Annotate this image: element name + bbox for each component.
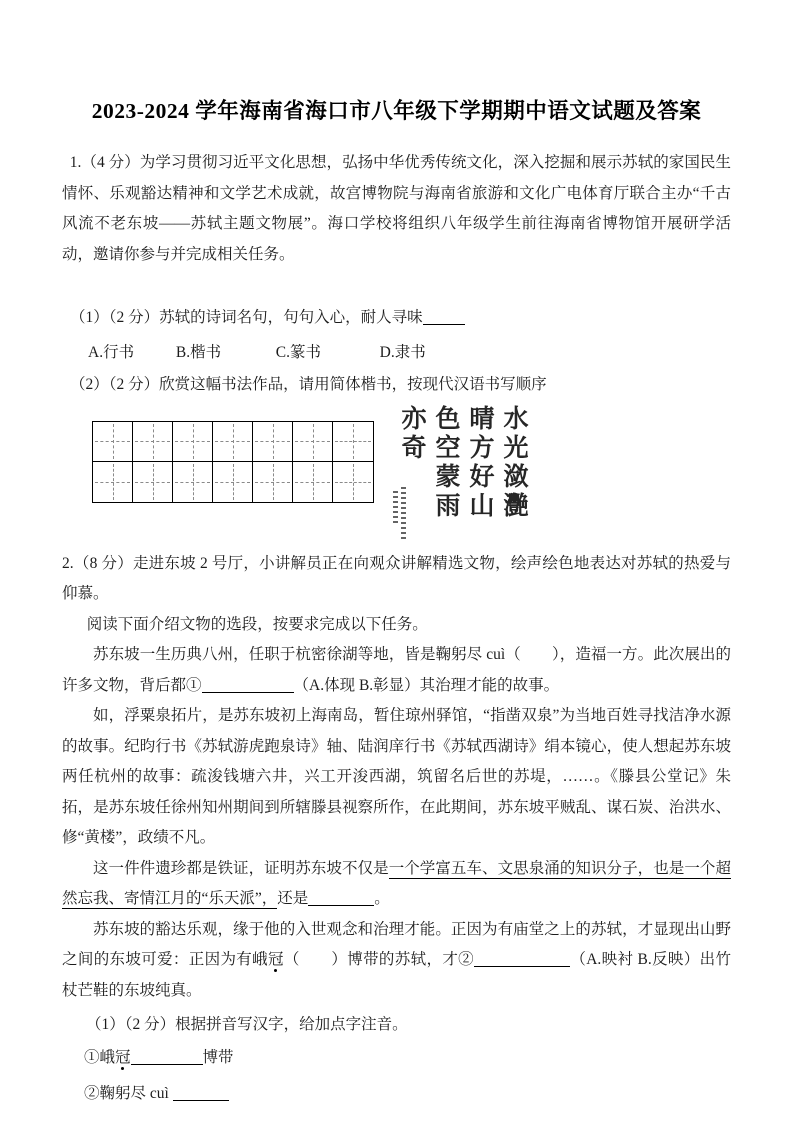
question-1-sub1-line (62, 303, 731, 334)
grid-cell (173, 462, 213, 502)
option-d: D.隶书 (379, 343, 426, 361)
calligraphy-artwork (390, 404, 530, 543)
fill-blank-1 (202, 677, 294, 693)
dotted-character: 冠 (115, 1048, 131, 1066)
writing-grid (92, 421, 374, 503)
underlined-claim: 一个学富五车、文思泉涌的知识分子，也是一个超然忘我、寄情江月的“乐天派”， (62, 859, 731, 907)
passage-paragraph-1 (62, 640, 731, 701)
grid-cell (133, 462, 173, 502)
passage-4-mid: （ ）博带的苏轼，才② (283, 951, 475, 968)
grid-cell (293, 462, 333, 502)
grid-cell (293, 422, 333, 462)
pinyin-blank-2 (173, 1085, 229, 1101)
passage-1-options: （A.体现 B.彰显）其治理才能的故事。 (293, 676, 560, 694)
calligraphy-text: 水光潋灧晴方好山色空蒙雨亦奇 (398, 404, 527, 521)
fill-blank-3 (474, 951, 570, 967)
pinyin-item-1 (62, 1043, 731, 1074)
question-2-intro-line2: 阅读下面介绍文物的选段，按要求完成以下任务。 (86, 615, 428, 633)
grid-cell (253, 422, 293, 462)
grid-cell (253, 462, 293, 502)
question-1-sub2-line: （2）（2 分）欣赏这幅书法作品，请用简体楷书，按现代汉语书写顺序 (70, 376, 547, 393)
figure-row (92, 404, 731, 543)
option-c: C.篆书 (275, 343, 321, 361)
grid-cell (93, 462, 133, 502)
passage-paragraph-3 (62, 854, 731, 915)
grid-cell (213, 422, 253, 462)
option-a: A.行书 (88, 343, 135, 361)
grid-cell (213, 462, 253, 502)
dotted-character: 冠 (268, 951, 284, 968)
grid-cell (173, 422, 213, 462)
answer-blank (423, 309, 465, 325)
grid-cell (333, 422, 373, 462)
passage-4-lead: 苏东坡的豁达乐观，缘于他的入世观念和治理才能。正因为有庙堂之上的苏轼，才显现出山野之间的东坡可爱：正因为有峨 (62, 920, 731, 968)
grid-cell (133, 422, 173, 462)
passage-3-end: 。 (374, 890, 390, 907)
pinyin-item-2-text: ②鞠躬尽 cuì (84, 1085, 169, 1102)
pinyin-item-1-pre: ①峨 (84, 1048, 116, 1066)
pinyin-item-2 (62, 1079, 731, 1110)
fill-blank-2 (308, 890, 374, 906)
passage-1-text: 苏东坡一生历典八州，任职于杭密徐湖等地，皆是鞠躬尽 cuì（ ），造福一方。此次展出的许多文物，背后都① (62, 646, 731, 694)
passage-3-lead: 这一件件遗珍都是铁证，证明苏东坡不仅是 (93, 859, 389, 877)
passage-paragraph-2: 如，浮粟泉拓片，是苏东坡初上海南岛，暂住琼州驿馆，“指凿双泉”为当地百姓寻找洁净水源的故事。纪昀行书《苏轼游虎跑泉诗》轴、陆润庠行书《苏轼西湖诗》绢本镜心，使人想起苏东坡两任杭州的故事：疏浚钱塘六井，兴工开浚西湖，筑留名后世的苏堤，……。《滕县公堂记》朱拓，是苏东坡任徐州知州期间到所辖滕县视察所作，在此期间，苏东坡平贼乱、谋石炭、治洪水、修“黄楼”，政绩不凡。 (62, 707, 731, 846)
grid-cell (333, 462, 373, 502)
passage-3-mid: 还是 (277, 890, 309, 907)
question-2-intro: 2.（8 分）走进东坡 2 号厅，小讲解员正在向观众讲解精选文物，绘声绘色地表达对苏轼的热爱与仰慕。 (62, 554, 731, 602)
question-1-sub1-text: （1）（2 分）苏轼的诗词名句，句句入心，耐人寻味 (70, 309, 423, 326)
page-title: 2023-2024 学年海南省海口市八年级下学期期中语文试题及答案 (91, 99, 702, 123)
grid-cell (93, 422, 133, 462)
question-1-intro: 1.（4 分）为学习贯彻习近平文化思想，弘扬中华优秀传统文化，深入挖掘和展示苏轼的家国民生情怀、乐观豁达精神和文学艺术成就，故宫博物院与海南省旅游和文化广电体育厅联合主办“千古风流不老东坡——苏轼主题文物展”。海口学校将组织八年级学生前往海南省博物馆开展研学活动，邀请你参与并完成相关任务。 (62, 154, 731, 263)
pinyin-blank-1 (131, 1049, 203, 1065)
passage-4-options: （A.映衬 B.反映）出竹杖芒鞋的东坡纯真。 (62, 951, 731, 999)
pinyin-item-1-post: 博带 (202, 1048, 234, 1066)
passage-paragraph-4 (62, 915, 731, 1007)
question-1-options-row (62, 338, 731, 369)
question-2-sub1-line: （1）（2 分）根据拼音写汉字，给加点字注音。 (86, 1016, 408, 1033)
signature-marks (393, 487, 406, 539)
option-b: B.楷书 (175, 343, 222, 361)
